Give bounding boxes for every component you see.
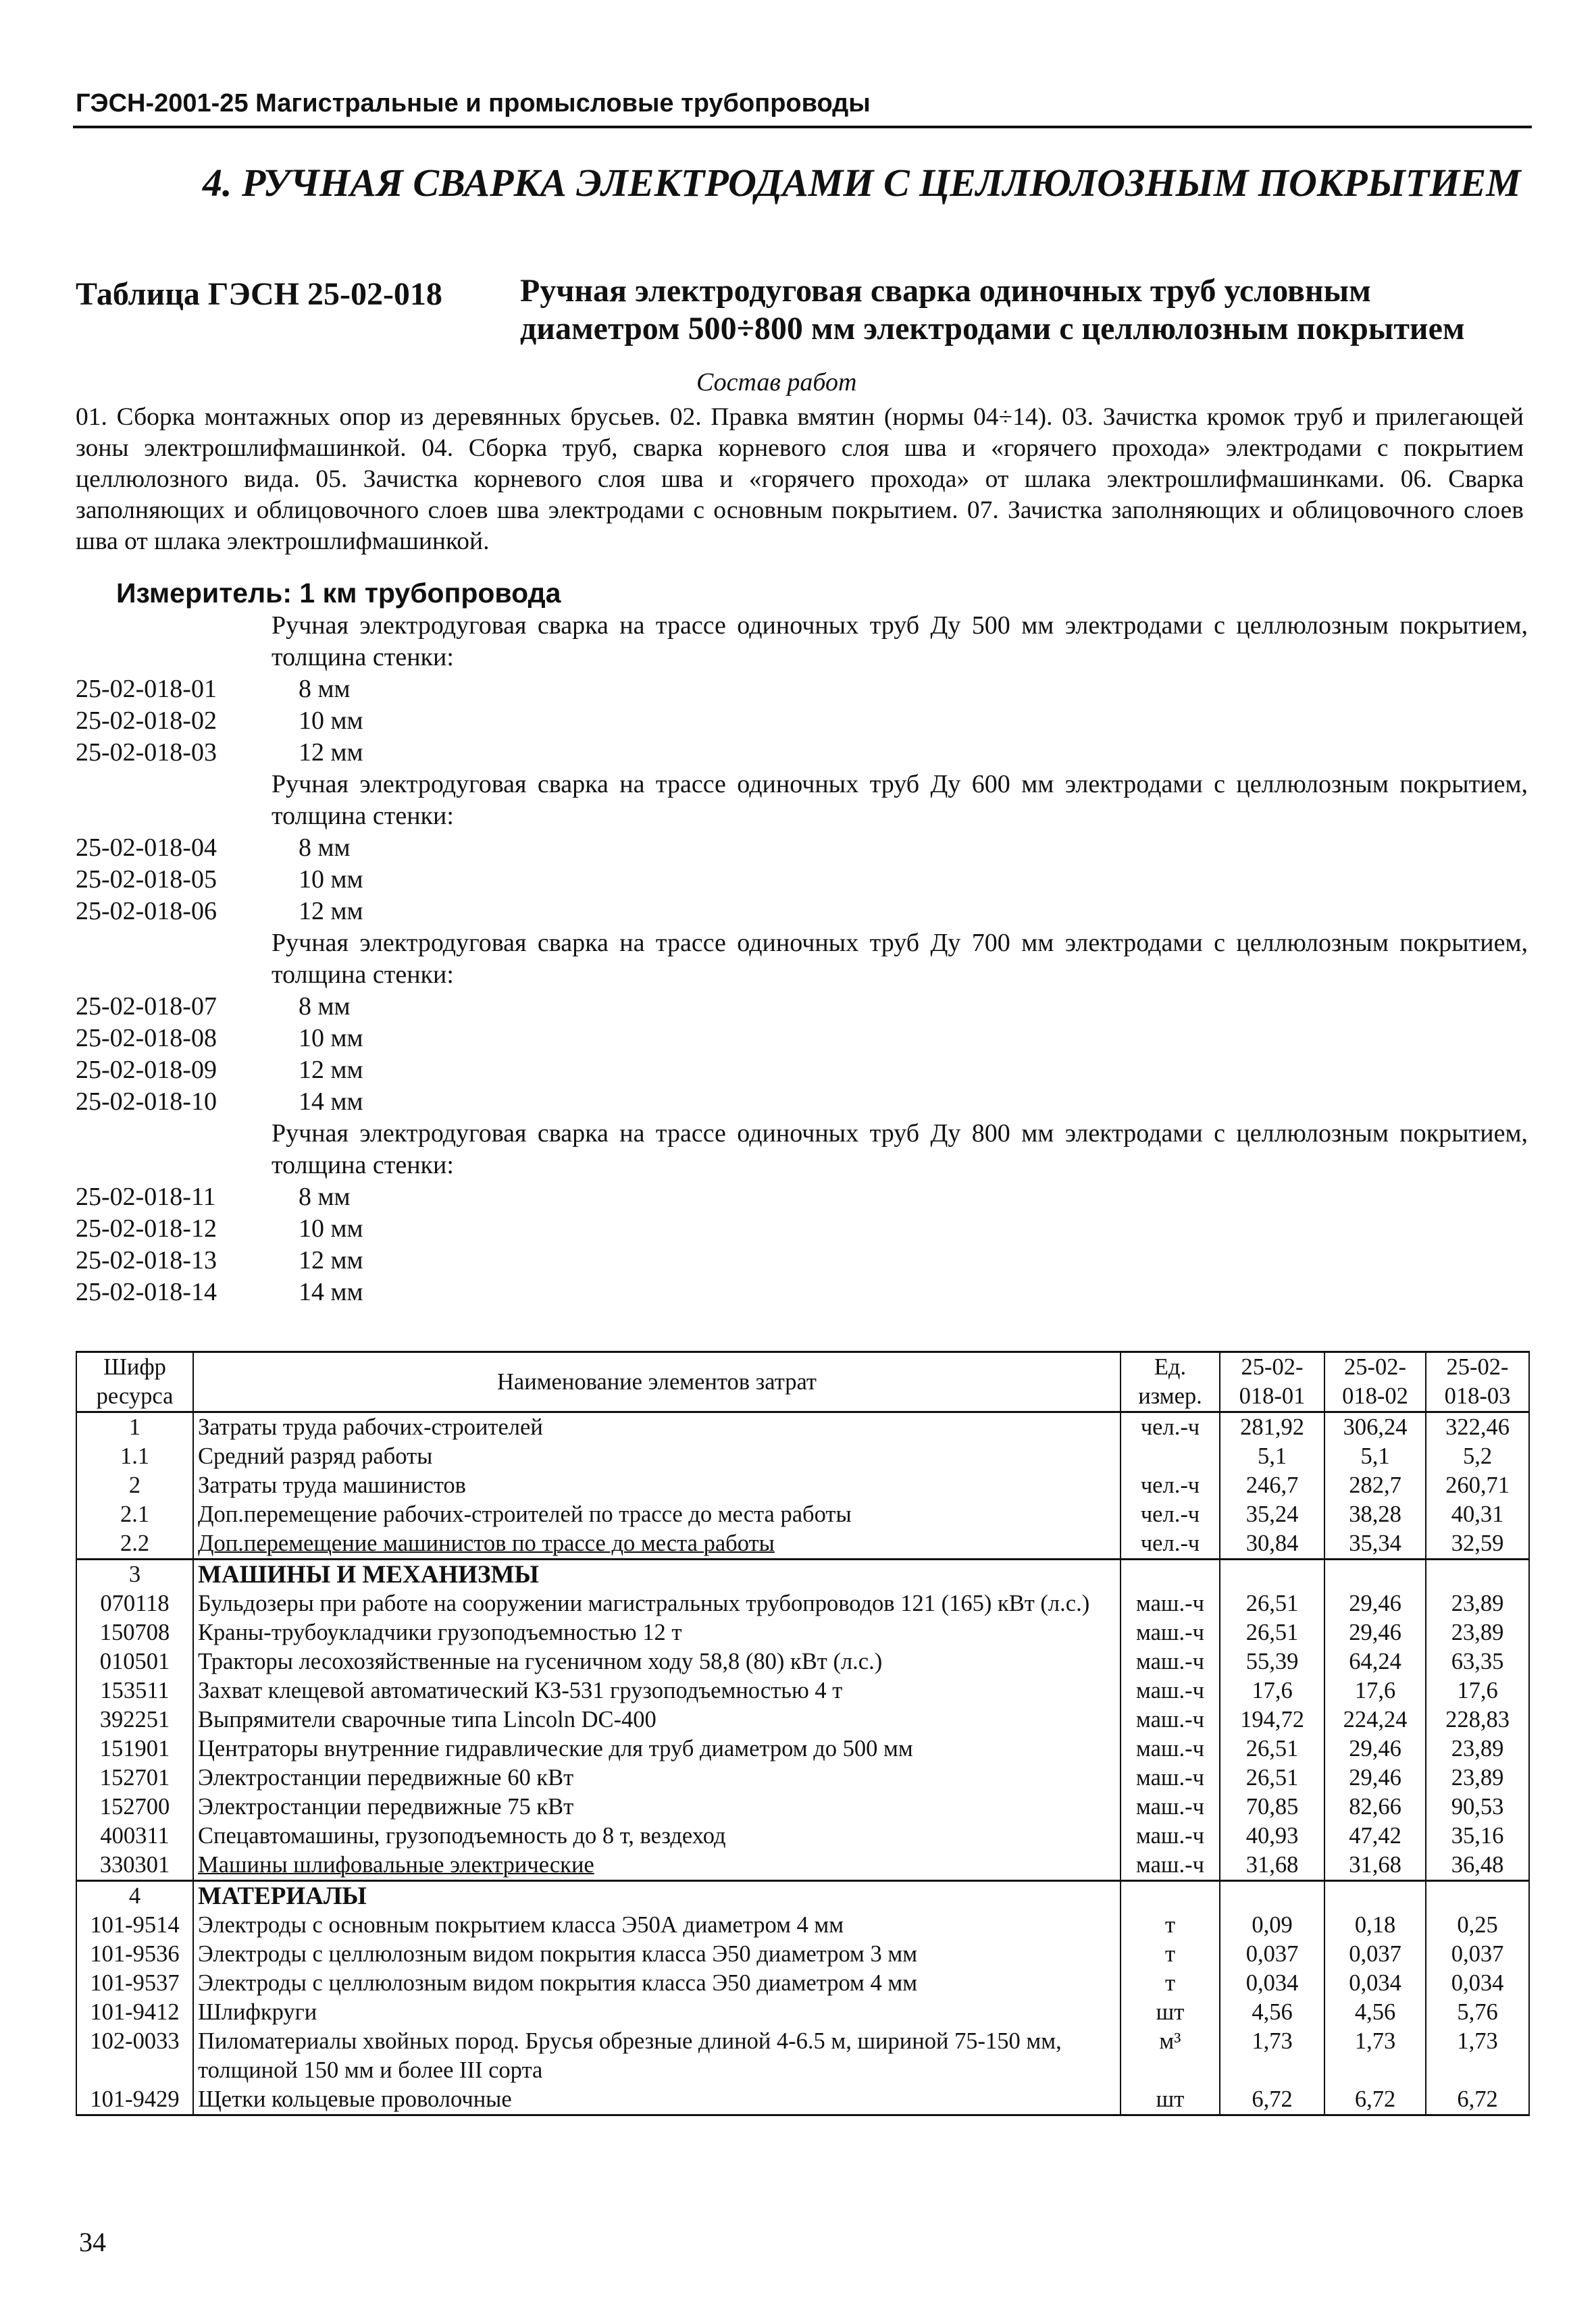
norm-item [76,673,1528,705]
value-col3: 32,59 [1426,1529,1529,1560]
norm-wall-thickness: 10 мм [299,706,363,735]
value-col1: 26,51 [1220,1589,1324,1618]
norm-wall-thickness: 8 мм [299,833,351,862]
value-col2: 29,46 [1324,1589,1426,1618]
cost-element-name: Затраты труда рабочих-строителей [193,1412,1121,1443]
unit: т [1121,1969,1220,1998]
table-row [76,2085,1529,2115]
value-col2: 35,34 [1324,1529,1426,1560]
cost-element-name: Электростанции передвижные 60 кВт [193,1764,1121,1793]
table-row [76,1705,1529,1734]
cost-element-name: Электроды с основным покрытием класса Э50А диаметром 4 мм [193,1911,1121,1940]
value-col1: 26,51 [1220,1764,1324,1793]
norm-item [76,1054,1528,1086]
cost-element-name: МАТЕРИАЛЫ [193,1881,1121,1911]
value-col1: 31,68 [1220,1851,1324,1881]
value-col3: 63,35 [1426,1647,1529,1676]
norm-item [76,705,1528,737]
value-col2: 29,46 [1324,1764,1426,1793]
resource-code: 4 [76,1881,193,1911]
norm-code: 25-02-018-07 [76,992,217,1021]
value-col2: 17,6 [1324,1676,1426,1705]
value-col3: 17,6 [1426,1676,1529,1705]
norm-item [76,1181,1528,1213]
table-row [76,1998,1529,2027]
unit: маш.-ч [1121,1822,1220,1851]
resource-code: 102-0033 [76,2027,193,2085]
work-composition-text: 01. Сборка монтажных опор из деревянных брусьев. 02. Правка вмятин (нормы 04÷14). 03. Зачистка кромок труб и прилегающей зоны электрошлифмашинкой. 04. Сборка труб, сварка корневого слоя шва и «горячего прохода» электродами с покрытием целлюлозного вида. 05. Зачистка корневого слоя шва и «горячего прохода» от шлака электрошлифмашинками. 06. Сварка заполняющих и облицовочного слоев шва электродами с основным покрытием. 07. Зачистка заполняющих и облицовочного слоев шва от шлака электрошлифмашинкой. [76,403,1524,555]
cost-element-name: Бульдозеры при работе на сооружении магистральных трубопроводов 121 (165) кВт (л.с.) [193,1589,1121,1618]
value-col3 [1426,1881,1529,1911]
cost-element-name: Электростанции передвижные 75 кВт [193,1793,1121,1822]
unit: маш.-ч [1121,1618,1220,1647]
cost-element-name: Средний разряд работы [193,1442,1121,1471]
norm-wall-thickness: 14 мм [299,1278,363,1306]
unit: маш.-ч [1121,1851,1220,1881]
cost-table-header [76,1352,1529,1412]
cost-element-name: Центраторы внутренние гидравлические для труб диаметром до 500 мм [193,1734,1121,1764]
cost-element-name: Краны-трубоукладчики грузоподъемностью 12 т [193,1618,1121,1647]
table-row [76,1969,1529,1998]
table-row [76,1500,1529,1529]
norm-code: 25-02-018-01 [76,675,217,703]
table-row [76,1442,1529,1471]
value-col2: 82,66 [1324,1793,1426,1822]
resource-code: 101-9412 [76,1998,193,2027]
norm-wall-thickness: 10 мм [299,1214,363,1243]
resource-code: 101-9514 [76,1911,193,1940]
unit: маш.-ч [1121,1676,1220,1705]
value-col1: 17,6 [1220,1676,1324,1705]
resource-code: 2.2 [76,1529,193,1560]
value-col1: 0,09 [1220,1911,1324,1940]
value-col1 [1220,1881,1324,1911]
norm-wall-thickness: 14 мм [299,1087,363,1116]
table-title: Ручная электродуговая сварка одиночных труб условным диаметром 500÷800 мм электродами с целлюлозным покрытием [520,273,1465,346]
cost-element-name: МАШИНЫ И МЕХАНИЗМЫ [193,1560,1121,1590]
table-row [76,1940,1529,1969]
unit: маш.-ч [1121,1734,1220,1764]
norm-code: 25-02-018-04 [76,833,217,862]
norm-wall-thickness: 12 мм [299,897,363,925]
resource-code: 400311 [76,1822,193,1851]
resource-code: 2.1 [76,1500,193,1529]
measure-unit: Измеритель: 1 км трубопровода [116,577,561,609]
value-col3: 6,72 [1426,2085,1529,2115]
norm-group-description: Ручная электродуговая сварка на трассе одиночных труб Ду 800 мм электродами с целлюлозным покрытием, толщина стенки: [272,1119,1528,1179]
header-col2: 25-02-018-02 [1324,1352,1426,1412]
cost-element-name: Тракторы лесохозяйственные на гусеничном ходу 58,8 (80) кВт (л.с.) [193,1647,1121,1676]
resource-code: 070118 [76,1589,193,1618]
value-col3: 23,89 [1426,1618,1529,1647]
value-col1: 35,24 [1220,1500,1324,1529]
cost-element-name: Доп.перемещение машинистов по трассе до места работы [193,1529,1121,1560]
work-composition-heading: Состав работ [696,368,857,396]
norm-code: 25-02-018-10 [76,1087,217,1116]
running-header: ГЭСН-2001-25 Магистральные и промысловые трубопроводы [76,89,871,118]
value-col1 [1220,1560,1324,1590]
cost-element-name: Машины шлифовальные электрические [193,1851,1121,1881]
value-col3: 0,25 [1426,1911,1529,1940]
cost-element-name: Захват клещевой автоматический КЗ-531 грузоподъемностью 4 т [193,1676,1121,1705]
unit: маш.-ч [1121,1647,1220,1676]
resource-code: 101-9429 [76,2085,193,2115]
norm-wall-thickness: 10 мм [299,865,363,894]
unit: шт [1121,1998,1220,2027]
table-row [76,1851,1529,1881]
resource-code: 150708 [76,1618,193,1647]
value-col3: 0,034 [1426,1969,1529,1998]
norm-item [76,1023,1528,1054]
value-col3: 23,89 [1426,1734,1529,1764]
header-rule [73,126,1532,128]
value-col3: 35,16 [1426,1822,1529,1851]
value-col1: 281,92 [1220,1412,1324,1443]
value-col2: 31,68 [1324,1851,1426,1881]
norm-wall-thickness: 12 мм [299,1246,363,1275]
norm-code: 25-02-018-12 [76,1214,217,1243]
value-col3: 23,89 [1426,1764,1529,1793]
norm-item [76,1245,1528,1277]
value-col2: 0,034 [1324,1969,1426,1998]
norm-code: 25-02-018-05 [76,865,217,894]
header-col1: 25-02-018-01 [1220,1352,1324,1412]
table-row [76,1560,1529,1590]
norm-group-description: Ручная электродуговая сварка на трассе одиночных труб Ду 500 мм электродами с целлюлозным покрытием, толщина стенки: [272,611,1528,671]
table-row [76,1822,1529,1851]
value-col2 [1324,1881,1426,1911]
table-row [76,1676,1529,1705]
unit: маш.-ч [1121,1793,1220,1822]
chapter-title: 4. РУЧНАЯ СВАРКА ЭЛЕКТРОДАМИ С ЦЕЛЛЮЛОЗНЫМ ПОКРЫТИЕМ [203,161,1521,205]
norm-item [76,896,1528,927]
value-col3 [1426,1560,1529,1590]
norm-code: 25-02-018-02 [76,706,217,735]
value-col3: 228,83 [1426,1705,1529,1734]
resource-code: 1 [76,1412,193,1443]
value-col2: 224,24 [1324,1705,1426,1734]
cost-element-name: Выпрямители сварочные типа Lincoln DC-400 [193,1705,1121,1734]
table-row [76,1412,1529,1443]
value-col1: 30,84 [1220,1529,1324,1560]
norm-group-description: Ручная электродуговая сварка на трассе одиночных труб Ду 600 мм электродами с целлюлозным покрытием, толщина стенки: [272,770,1528,830]
table-row [76,1529,1529,1560]
unit: чел.-ч [1121,1412,1220,1443]
unit: т [1121,1911,1220,1940]
cost-element-name: Электроды с целлюлозным видом покрытия класса Э50 диаметром 4 мм [193,1969,1121,1998]
norm-wall-thickness: 12 мм [299,1056,363,1084]
value-col3: 260,71 [1426,1471,1529,1500]
value-col2: 29,46 [1324,1618,1426,1647]
resource-code: 330301 [76,1851,193,1881]
value-col2: 64,24 [1324,1647,1426,1676]
table-row [76,1911,1529,1940]
value-col2: 0,18 [1324,1911,1426,1940]
unit: м³ [1121,2027,1220,2085]
resource-code: 010501 [76,1647,193,1676]
value-col3: 36,48 [1426,1851,1529,1881]
unit: маш.-ч [1121,1705,1220,1734]
resource-code: 151901 [76,1734,193,1764]
table-row [76,1881,1529,1911]
value-col2: 29,46 [1324,1734,1426,1764]
value-col1: 246,7 [1220,1471,1324,1500]
header-unit: Ед. измер. [1121,1352,1220,1412]
value-col1: 0,037 [1220,1940,1324,1969]
value-col1: 1,73 [1220,2027,1324,2085]
norm-code: 25-02-018-08 [76,1024,217,1052]
value-col2: 0,037 [1324,1940,1426,1969]
unit: шт [1121,2085,1220,2115]
table-code: Таблица ГЭСН 25-02-018 [76,276,442,312]
norm-code: 25-02-018-09 [76,1056,217,1084]
cost-element-name: Спецавтомашины, грузоподъемность до 8 т, вездеход [193,1822,1121,1851]
table-row [76,1471,1529,1500]
norm-wall-thickness: 10 мм [299,1024,363,1052]
table-row [76,1618,1529,1647]
header-code: Шифр ресурса [76,1352,193,1412]
value-col2: 5,1 [1324,1442,1426,1471]
norm-item [76,864,1528,896]
value-col2: 1,73 [1324,2027,1426,2085]
norm-wall-thickness: 8 мм [299,992,351,1021]
norm-wall-thickness: 12 мм [299,738,363,767]
value-col3: 1,73 [1426,2027,1529,2085]
resource-code: 392251 [76,1705,193,1734]
value-col1: 5,1 [1220,1442,1324,1471]
header-col3: 25-02-018-03 [1426,1352,1529,1412]
unit: чел.-ч [1121,1471,1220,1500]
value-col1: 0,034 [1220,1969,1324,1998]
table-row [76,2027,1529,2085]
resource-code: 152700 [76,1793,193,1822]
resource-code: 153511 [76,1676,193,1705]
resource-code: 152701 [76,1764,193,1793]
value-col3: 23,89 [1426,1589,1529,1618]
cost-element-name: Щетки кольцевые проволочные [193,2085,1121,2115]
unit [1121,1442,1220,1471]
value-col3: 322,46 [1426,1412,1529,1443]
value-col2 [1324,1560,1426,1590]
unit: т [1121,1940,1220,1969]
value-col1: 55,39 [1220,1647,1324,1676]
resource-code: 101-9536 [76,1940,193,1969]
unit: маш.-ч [1121,1589,1220,1618]
unit: чел.-ч [1121,1529,1220,1560]
value-col2: 4,56 [1324,1998,1426,2027]
value-col3: 5,2 [1426,1442,1529,1471]
table-row [76,1589,1529,1618]
norm-code: 25-02-018-13 [76,1246,217,1275]
norm-item [76,991,1528,1023]
cost-table [76,1351,1530,2116]
norm-code: 25-02-018-06 [76,897,217,925]
resource-code: 1.1 [76,1442,193,1471]
norm-code: 25-02-018-14 [76,1278,217,1306]
value-col1: 40,93 [1220,1822,1324,1851]
norm-wall-thickness: 8 мм [299,675,351,703]
table-row [76,1764,1529,1793]
value-col2: 38,28 [1324,1500,1426,1529]
unit [1121,1881,1220,1911]
value-col2: 47,42 [1324,1822,1426,1851]
resource-code: 101-9537 [76,1969,193,1998]
norm-list [76,610,1528,1308]
norm-item [76,1277,1528,1308]
unit: маш.-ч [1121,1764,1220,1793]
value-col3: 90,53 [1426,1793,1529,1822]
value-col1: 70,85 [1220,1793,1324,1822]
norm-item [76,832,1528,864]
norm-item [76,1086,1528,1118]
value-col2: 306,24 [1324,1412,1426,1443]
norm-wall-thickness: 8 мм [299,1183,351,1211]
header-name: Наименование элементов затрат [193,1352,1121,1412]
norm-code: 25-02-018-03 [76,738,217,767]
cost-table-body [76,1412,1529,2115]
value-col3: 40,31 [1426,1500,1529,1529]
norm-code: 25-02-018-11 [76,1183,216,1211]
value-col1: 26,51 [1220,1734,1324,1764]
table-row [76,1793,1529,1822]
norm-item [76,737,1528,769]
page-number: 34 [79,2227,106,2257]
unit: чел.-ч [1121,1500,1220,1529]
cost-element-name: Пиломатериалы хвойных пород. Брусья обрезные длиной 4-6.5 м, шириной 75-150 мм, толщиной 150 мм и более III сорта [193,2027,1121,2085]
value-col3: 0,037 [1426,1940,1529,1969]
unit [1121,1560,1220,1590]
norm-item [76,1213,1528,1245]
value-col1: 194,72 [1220,1705,1324,1734]
value-col1: 4,56 [1220,1998,1324,2027]
value-col2: 282,7 [1324,1471,1426,1500]
cost-element-name: Шлифкруги [193,1998,1121,2027]
cost-element-name: Электроды с целлюлозным видом покрытия класса Э50 диаметром 3 мм [193,1940,1121,1969]
resource-code: 2 [76,1471,193,1500]
value-col1: 6,72 [1220,2085,1324,2115]
value-col2: 6,72 [1324,2085,1426,2115]
table-row [76,1647,1529,1676]
value-col3: 5,76 [1426,1998,1529,2027]
value-col1: 26,51 [1220,1618,1324,1647]
norm-group-description: Ручная электродуговая сварка на трассе одиночных труб Ду 700 мм электродами с целлюлозным покрытием, толщина стенки: [272,929,1528,989]
resource-code: 3 [76,1560,193,1590]
cost-element-name: Доп.перемещение рабочих-строителей по трассе до места работы [193,1500,1121,1529]
cost-element-name: Затраты труда машинистов [193,1471,1121,1500]
table-row [76,1734,1529,1764]
